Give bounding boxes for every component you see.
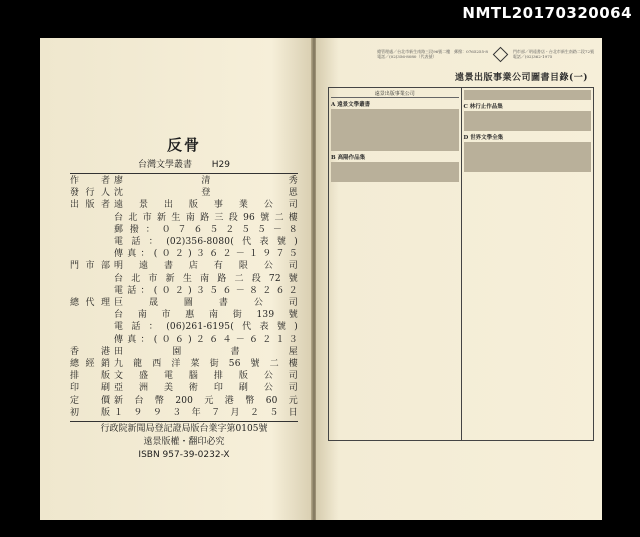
book-title: 反骨 bbox=[166, 136, 201, 154]
header-left-line-2: 電話／(02)356-8080（代表號） bbox=[377, 54, 437, 59]
colophon-row bbox=[70, 175, 298, 187]
colophon-row bbox=[70, 297, 298, 309]
colophon-label: 總經銷 bbox=[70, 359, 110, 370]
colophon-label bbox=[70, 236, 114, 248]
section-a-list bbox=[331, 109, 459, 151]
colophon-row bbox=[70, 321, 298, 333]
section-a-title: A 遠景文學叢書 bbox=[331, 102, 371, 108]
column-header: 遠景出版事業公司 bbox=[331, 90, 459, 98]
right-page bbox=[316, 38, 602, 520]
section-b-title: B 高陽作品集 bbox=[331, 155, 366, 161]
colophon-row bbox=[70, 285, 298, 297]
section-c-title: C 林行止作品集 bbox=[463, 104, 503, 110]
colophon-label bbox=[70, 212, 114, 224]
colophon-label: 作者 bbox=[70, 176, 110, 186]
colophon-label bbox=[70, 273, 114, 285]
colophon-value: 田 園 書 屋 bbox=[114, 346, 298, 357]
series-line bbox=[70, 157, 298, 170]
colophon-value: 沈 登 恩 bbox=[114, 188, 298, 199]
top-rule bbox=[70, 173, 298, 174]
colophon-label: 總代理 bbox=[70, 298, 110, 309]
colophon-label bbox=[70, 248, 114, 260]
catalog-column-right bbox=[461, 88, 594, 440]
colophon-value: 巨 晟 圖 書 公 司 bbox=[114, 298, 298, 309]
header-left-line-1: 總管理處／台北市新生南路三段96號二樓 郵撥：0765255-8 bbox=[377, 49, 488, 54]
colophon-label bbox=[70, 309, 114, 321]
catalog-column-left bbox=[329, 88, 461, 440]
section-d-list bbox=[464, 142, 592, 172]
header-right-line-2: 電話／(02)362-1975 bbox=[512, 54, 553, 59]
colophon-value: 台北市新生南路二段72號 bbox=[114, 273, 298, 284]
colophon-value: 傳真：(０６)２６４－６２１３ bbox=[114, 334, 298, 345]
colophon-label bbox=[70, 334, 114, 346]
colophon-row bbox=[70, 212, 298, 224]
catalog-entry bbox=[331, 181, 459, 182]
colophon-value: 電話：(02)356-8080(代表號) bbox=[114, 237, 298, 248]
catalog-entry bbox=[464, 171, 592, 172]
series-code: H29 bbox=[211, 160, 230, 170]
open-book bbox=[40, 38, 602, 520]
colophon bbox=[70, 134, 298, 462]
colophon-value: 遠 景 出 版 事 業 公 司 bbox=[114, 200, 298, 211]
colophon-row bbox=[70, 199, 298, 211]
colophon-value: 傳真：(０２)３６２－１９７５ bbox=[114, 249, 298, 260]
colophon-value: 亞 洲 美 術 印 刷 公 司 bbox=[114, 383, 298, 394]
section-b-list-cont bbox=[464, 90, 592, 100]
section-c-list bbox=[464, 111, 592, 131]
colophon-value: 電話：(０２)３５６－８２６２ bbox=[114, 285, 298, 296]
colophon-row bbox=[70, 407, 298, 419]
colophon-value: 九龍西洋菜街56號二樓 bbox=[114, 359, 298, 370]
colophon-value: 郵撥：０７６５２５５－８ bbox=[114, 224, 298, 235]
colophon-rows bbox=[70, 175, 298, 419]
colophon-label: 排版 bbox=[70, 371, 110, 382]
left-page bbox=[40, 38, 312, 520]
colophon-label: 印刷 bbox=[70, 383, 110, 394]
rights-line: 遠景版權・翻印必究 bbox=[143, 437, 225, 448]
colophon-row bbox=[70, 370, 298, 382]
colophon-row bbox=[70, 346, 298, 358]
colophon-label bbox=[70, 224, 114, 236]
catalog-table bbox=[328, 87, 594, 441]
colophon-value: 廖 清 秀 bbox=[114, 176, 298, 186]
header-right bbox=[513, 49, 594, 59]
header-right-line-1: 門市部／明遠書店・台北市新生南路二段72號 bbox=[512, 49, 594, 54]
colophon-value: １ ９ ９ ３ 年 ７ 月 ２ ５ 日 bbox=[114, 407, 298, 418]
colophon-row bbox=[70, 187, 298, 199]
colophon-row bbox=[70, 382, 298, 394]
catalog-entry bbox=[464, 130, 592, 131]
license-line: 行政院新聞局登記證局版台業字第0105號 bbox=[100, 424, 268, 435]
publisher-logo-icon bbox=[493, 46, 509, 62]
colophon-row bbox=[70, 260, 298, 272]
catalog bbox=[328, 46, 594, 441]
archive-id: NMTL20170320064 bbox=[462, 4, 632, 22]
colophon-label: 香港 bbox=[70, 346, 110, 357]
colophon-value: 電話：(06)261-6195(代表號) bbox=[114, 322, 298, 333]
isbn-line: ISBN 957-39-0232-X bbox=[138, 450, 230, 461]
colophon-row bbox=[70, 358, 298, 370]
colophon-value: 文 盛 電 腦 排 版 公 司 bbox=[114, 371, 298, 382]
header-left bbox=[377, 49, 488, 59]
colophon-row bbox=[70, 248, 298, 260]
colophon-value: 明 遠 書 店 有 限 公 司 bbox=[114, 261, 298, 272]
colophon-row bbox=[70, 309, 298, 321]
colophon-value: 台 南 市 惠 南 街 139 號 bbox=[114, 310, 298, 321]
series-name: 台灣文學叢書 bbox=[138, 160, 193, 170]
section-b-list bbox=[331, 162, 459, 182]
colophon-row bbox=[70, 236, 298, 248]
colophon-label: 定價 bbox=[70, 395, 110, 406]
colophon-label: 門市部 bbox=[70, 261, 110, 272]
colophon-row bbox=[70, 273, 298, 285]
colophon-row bbox=[70, 224, 298, 236]
catalog-title: 遠景出版事業公司圖書目錄(一) bbox=[454, 73, 588, 83]
colophon-label: 發行人 bbox=[70, 188, 110, 199]
colophon-label: 初版 bbox=[70, 407, 110, 418]
bottom-rule bbox=[70, 421, 298, 422]
catalog-entry bbox=[331, 150, 459, 151]
colophon-value: 台北市新生南路三段96號二樓 bbox=[114, 212, 298, 223]
colophon-label: 出版者 bbox=[70, 200, 110, 211]
section-d-title: D 世界文學全集 bbox=[463, 135, 504, 141]
colophon-label bbox=[70, 321, 114, 333]
catalog-header bbox=[328, 46, 594, 62]
colophon-value: 新 台 幣 200 元 港 幣 60 元 bbox=[114, 395, 298, 406]
colophon-row bbox=[70, 334, 298, 346]
catalog-entry bbox=[464, 99, 592, 100]
colophon-label bbox=[70, 285, 114, 297]
colophon-row bbox=[70, 395, 298, 407]
